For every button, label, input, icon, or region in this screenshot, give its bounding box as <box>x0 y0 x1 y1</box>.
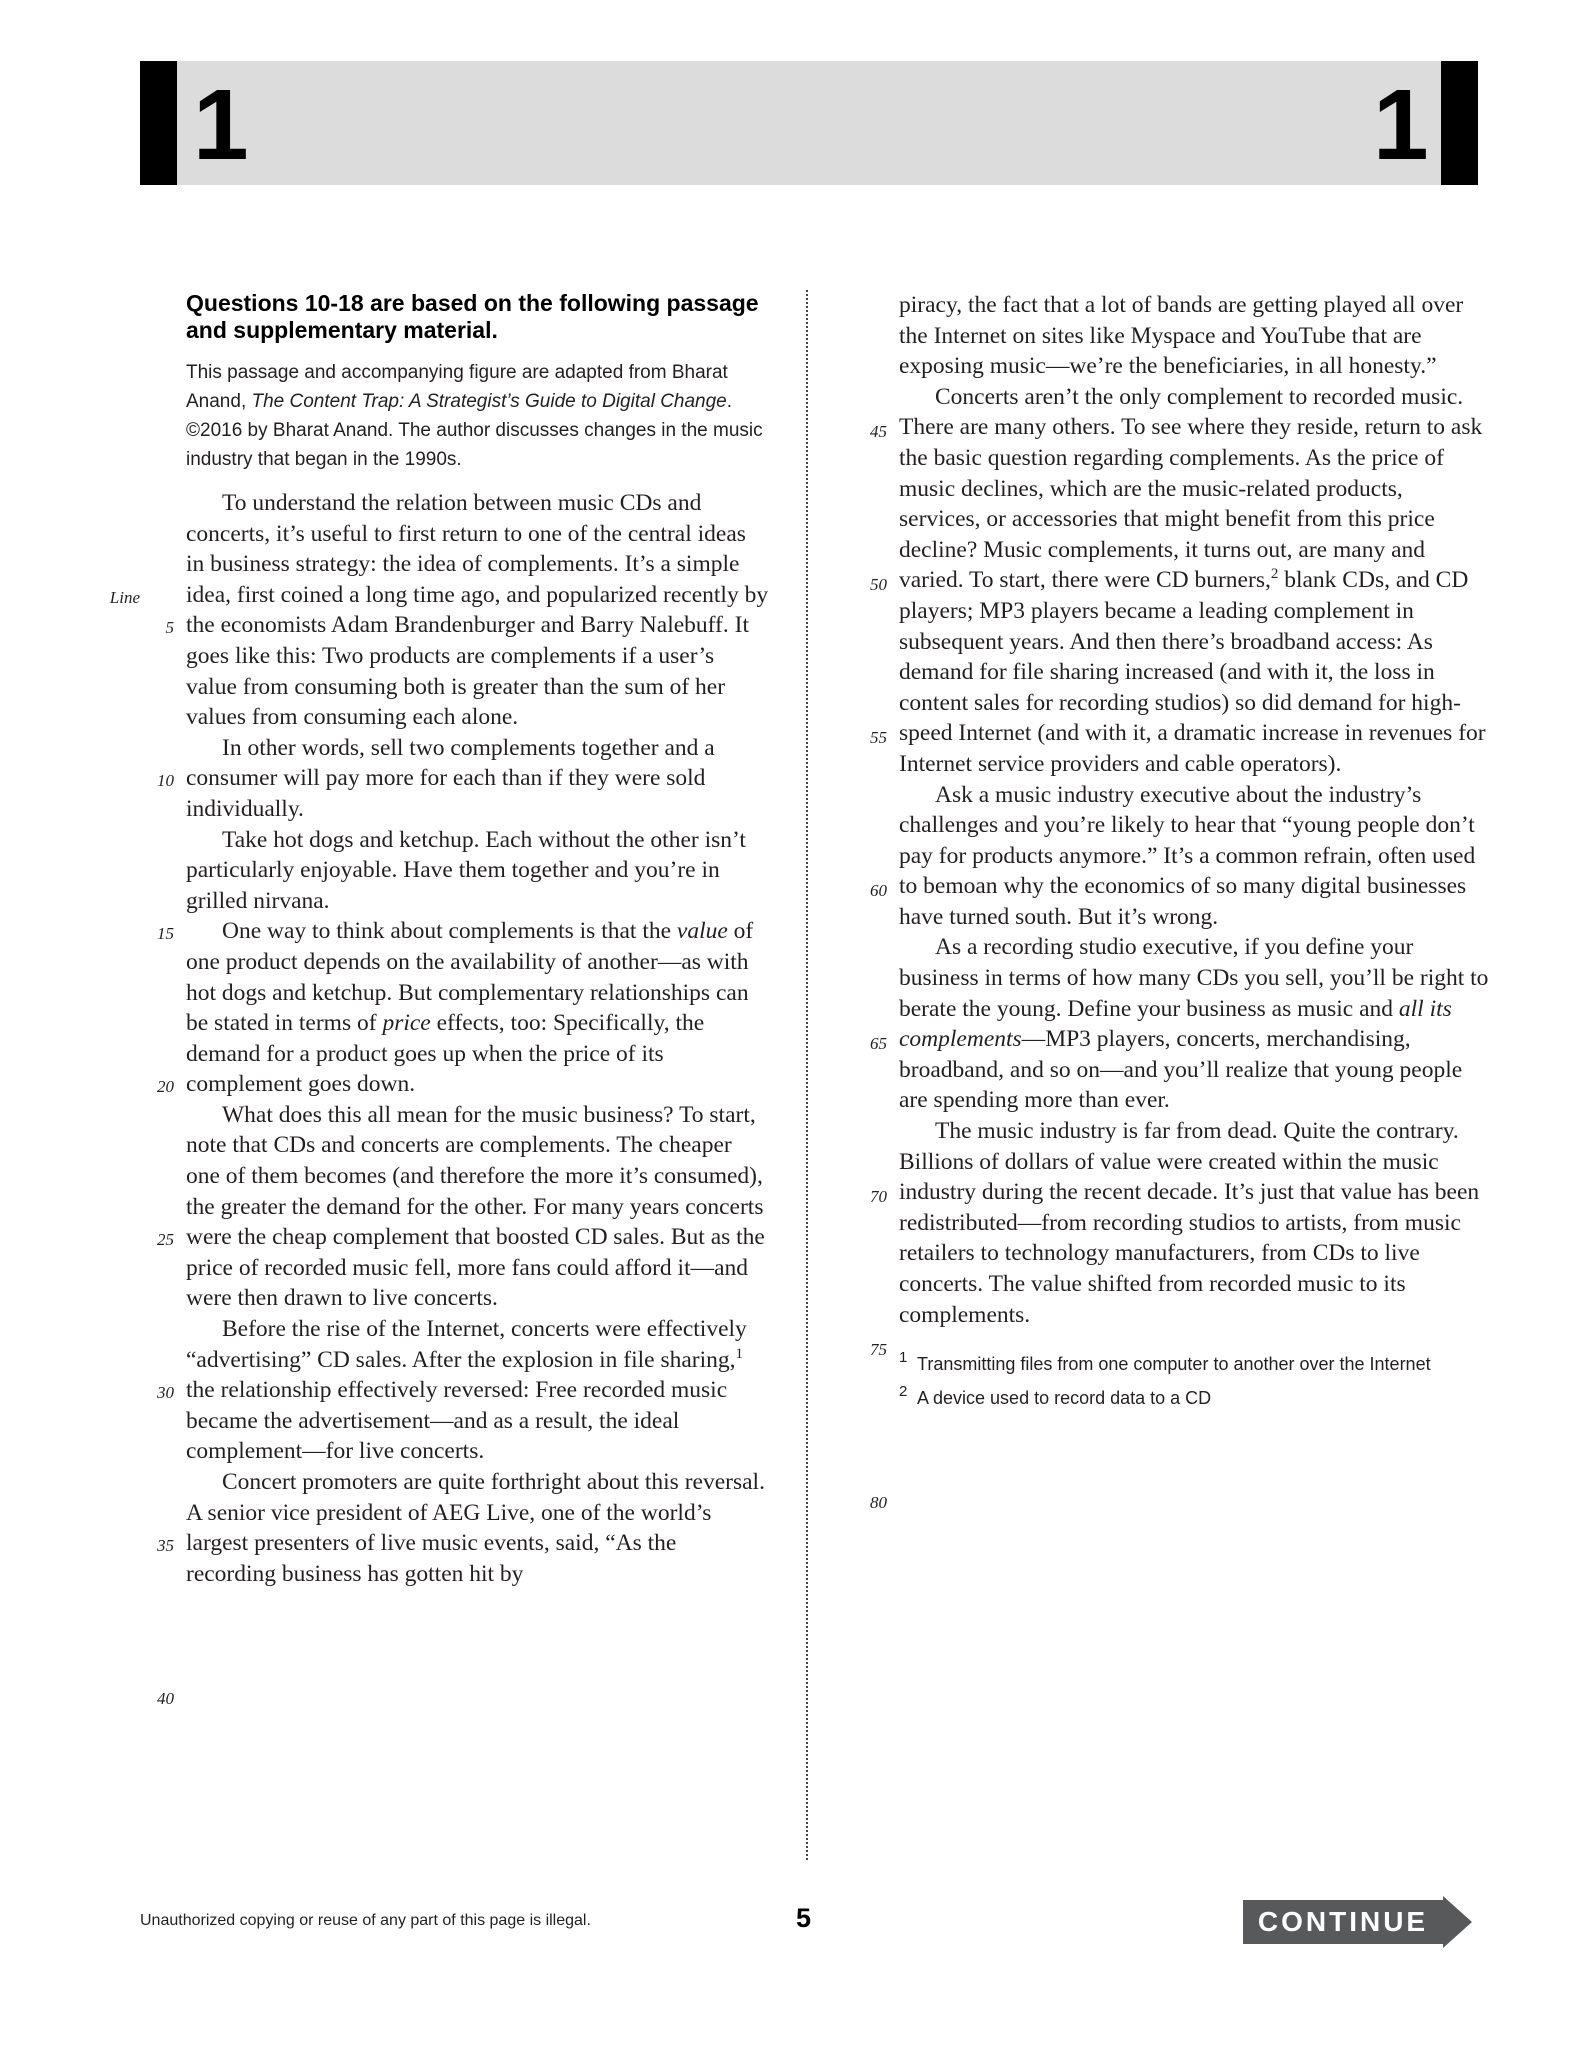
paragraph-8-text: Concerts aren’t the only complement to recorded music. There are many others. To see where they reside, return to ask the basic question regarding complements. As the price of music declines, which are the music-related products, services, or accessories that might benefit from this price decline? Music complements, it turns out, are many and varied. To start, there were CD burners, <box>899 383 1483 594</box>
right-column <box>899 290 1489 1420</box>
emphasis-all-its-complements: all its complements <box>899 995 1452 1053</box>
passage-source-note <box>186 358 770 474</box>
line-number-70: 70 <box>870 1187 887 1206</box>
footnote-ref-1: 1 <box>735 1345 744 1362</box>
line-number-20: 20 <box>157 1077 174 1096</box>
section-number-right: 1 <box>1373 69 1429 181</box>
paragraph-6-text-2: the relationship effectively reversed: Free recorded music became the advertisement—and as a result, the ideal complement—for live concerts. <box>186 1377 728 1465</box>
paragraph-7: Concert promoters are quite forthright about this reversal. A senior vice president of AEG Live, one of the world’s largest presenters of live music events, said, “As the recording business has gotten hit by <box>186 1469 765 1587</box>
passage-text-right <box>899 290 1489 1330</box>
line-number-75: 75 <box>870 1340 887 1359</box>
copyright-notice: Unauthorized copying or reuse of any part of this page is illegal. <box>140 1912 591 1929</box>
paragraph-3: Take hot dogs and ketchup. Each without the other isn’t particularly enjoyable. Have them together and you’re in grilled nirvana. <box>186 826 746 914</box>
line-number-65: 65 <box>870 1034 887 1053</box>
footnote-2 <box>899 1383 1489 1410</box>
paragraph-11: The music industry is far from dead. Quite the contrary. Billions of dollars of value were created within the music industry during the recent decade. It’s just that value has been redistributed—from recording studios to artists, from music retailers to technology manufacturers, from CDs to live concerts. The value shifted from recorded music to its complements. <box>899 1118 1480 1328</box>
footnotes <box>899 1349 1489 1410</box>
paragraph-4-text: One way to think about complements is that the <box>222 918 677 945</box>
paragraph-8 <box>899 382 1489 780</box>
line-number-5: 5 <box>165 618 174 637</box>
line-number-80: 80 <box>870 1493 887 1512</box>
paragraph-4-text-3: effects, too: Specifically, the demand for a product goes up when the price of its complement goes down. <box>186 1010 705 1098</box>
source-note-text: This passage and accompanying figure are adapted from Bharat Anand, <box>186 362 728 412</box>
paragraph-9: Ask a music industry executive about the industry’s challenges and you’re likely to hear that “young people don’t pay for products anymore.” It’s a common refrain, often used to bemoan why the economics of so many digital businesses have turned south. But it’s wrong. <box>899 781 1476 930</box>
line-number-45: 45 <box>870 422 887 441</box>
footnote-1-mark: 1 <box>899 1349 908 1367</box>
footnote-1 <box>899 1349 1489 1376</box>
continue-button[interactable] <box>1243 1896 1472 1948</box>
section-header-left-bar <box>140 61 177 185</box>
paragraph-2: In other words, sell two complements together and a consumer will pay more for each than if they were sold individually. <box>186 734 715 822</box>
paragraph-10-text-2: —MP3 players, concerts, merchandising, broadband, and so on—and you’ll realize that young people are spending more than ever. <box>899 1026 1463 1114</box>
emphasis-price: price <box>382 1010 431 1037</box>
page-number: 5 <box>796 1903 812 1933</box>
source-note-text-end: . ©2016 by Bharat Anand. The author discusses changes in the music industry that began in the 1990s. <box>186 391 763 470</box>
paragraph-8-text-2: blank CDs, and CD players; MP3 players became a leading complement in subsequent years. And then there’s broadband access: As demand for file sharing increased (and with it, the loss in content sales for recording studios) so did demand for high-speed Internet (and with it, a dramatic increase in revenues for Internet service providers and cable operators). <box>899 567 1486 777</box>
line-number-55: 55 <box>870 728 887 747</box>
line-number-50: 50 <box>870 575 887 594</box>
paragraph-6-text: Before the rise of the Internet, concerts were effectively “advertising” CD sales. After the explosion in file sharing, <box>186 1316 747 1373</box>
passage-intro-heading: Questions 10-18 are based on the following passage and supplementary material. <box>186 290 759 343</box>
paragraph-1: To understand the relation between music CDs and concerts, it’s useful to first return to one of the central ideas in business strategy: the idea of complements. It’s a simple idea, first coined a long time ago, and popularized recently by the economists Adam Brandenburger and Barry Nalebuff. It goes like this: Two products are complements if a user’s value from consuming both is greater than the sum of her values from consuming each alone. <box>186 490 769 731</box>
paragraph-10 <box>899 932 1489 1116</box>
footnote-ref-2: 2 <box>1270 566 1279 583</box>
paragraph-6 <box>186 1314 770 1467</box>
line-number-40: 40 <box>157 1689 174 1708</box>
section-header-right-bar <box>1441 61 1478 185</box>
line-number-30: 30 <box>157 1383 174 1402</box>
footnote-2-mark: 2 <box>899 1383 908 1401</box>
section-header-band <box>140 61 1466 185</box>
line-number-25: 25 <box>157 1230 174 1249</box>
line-number-60: 60 <box>870 881 887 900</box>
line-number-10: 10 <box>157 771 174 790</box>
paragraph-7-continued: piracy, the fact that a lot of bands are getting played all over the Internet on sites like Myspace and YouTube that are exposing music—we’re the beneficiaries, in all honesty.” <box>899 292 1464 380</box>
emphasis-value: value <box>676 918 728 945</box>
passage-text-left <box>186 488 770 1589</box>
footnote-2-text: A device used to record data to a CD <box>917 1388 1212 1409</box>
footnote-1-text: Transmitting files from one computer to another over the Internet <box>917 1354 1431 1375</box>
paragraph-4 <box>186 916 770 1100</box>
column-divider <box>806 290 808 1860</box>
left-column <box>186 290 770 1589</box>
line-label: Line <box>109 588 140 607</box>
section-number-left: 1 <box>193 69 249 181</box>
paragraph-5: What does this all mean for the music business? To start, note that CDs and concerts are complements. The cheaper one of them becomes (and therefore the more it’s consumed), the greater the demand for the other. For many years concerts were the cheap complement that boosted CD sales. But as the price of recorded music fell, more fans could afford it—and were then drawn to live concerts. <box>186 1101 765 1312</box>
source-book-title: The Content Trap: A Strategist’s Guide to Digital Change <box>251 391 727 412</box>
line-number-35: 35 <box>157 1536 174 1555</box>
paragraph-4-text-2: of one product depends on the availability of another—as with hot dogs and ketchup. But complementary relationships can be stated in terms of <box>186 918 754 1037</box>
line-number-15: 15 <box>157 924 174 943</box>
continue-label: CONTINUE <box>1257 1906 1429 1937</box>
paragraph-10-text: As a recording studio executive, if you define your business in terms of how many CDs you sell, you’ll be right to berate the young. Define your business as music and <box>899 934 1489 1022</box>
